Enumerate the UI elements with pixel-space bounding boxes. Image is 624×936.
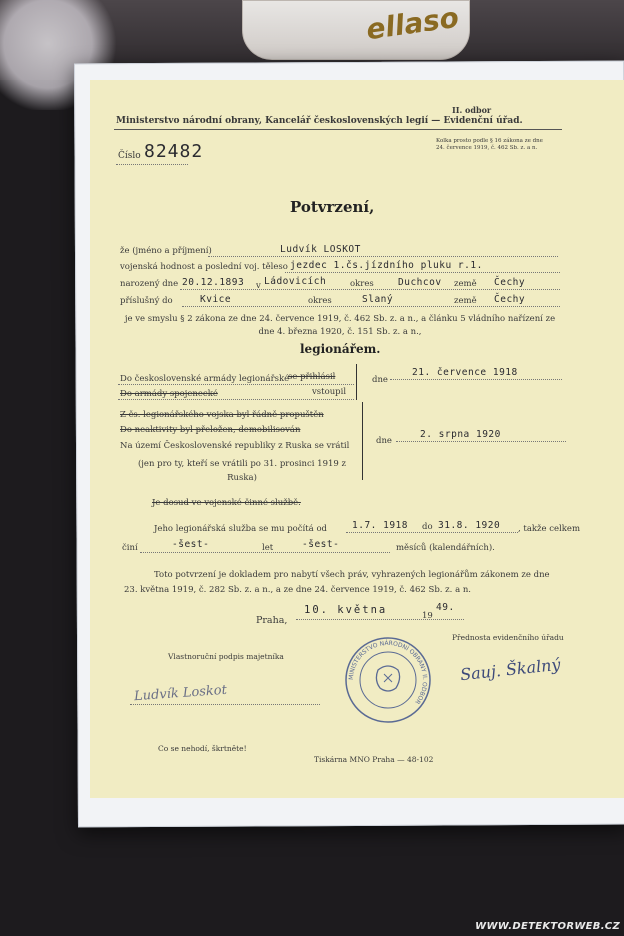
document-title: Potvrzení,	[290, 198, 375, 216]
watermark: WWW.DETEKTORWEB.CZ	[475, 921, 620, 932]
svg-text:MINISTERSTVO NÁRODNÍ OBRANY II: MINISTERSTVO NÁRODNÍ OBRANY II. ODBOR	[347, 639, 429, 706]
head-signature: Sauj. Škalný	[459, 654, 562, 685]
entered-date: 21. července 1918	[412, 367, 518, 378]
ministry-heading: Ministerstvo národní obrany, Kancelář československých legií — Evidenční úřad.	[116, 116, 523, 126]
born-label: narozený dne	[120, 279, 179, 289]
born-date: 20.12.1893	[182, 277, 245, 288]
owner-signature: Ludvík Loskot	[133, 682, 228, 705]
owner-label: Vlastnoruční podpis majetníka	[168, 652, 284, 661]
domicile-country: Čechy	[494, 294, 526, 305]
counted-from: 1.7. 1918	[352, 520, 408, 531]
counted-to: 31.8. 1920	[438, 520, 501, 531]
years-value: -šest-	[172, 539, 210, 550]
head-label: Přednosta evidenčního úřadu	[452, 633, 564, 642]
issue-year: 49.	[436, 602, 455, 613]
name-value: Ludvík LOSKOT	[280, 244, 361, 255]
city: Praha,	[256, 615, 288, 626]
legionary-heading: legionářem.	[300, 342, 381, 356]
domicile-label: příslušný do	[120, 296, 173, 306]
domicile-place: Kvice	[200, 294, 232, 305]
footer-note: Co se nehodí, škrtněte!	[158, 744, 247, 753]
months-value: -šest-	[302, 539, 340, 550]
name-label: že (jméno a příjmení)	[120, 246, 212, 256]
issue-date: 10. května	[304, 604, 388, 616]
law-text: je ve smyslu § 2 zákona ze dne 24. července 1919, č. 462 Sb. z. a n., a článku 5 vládního nařízení ze dne 4. března 1920, č. 151 Sb. z. a n.,	[124, 314, 556, 337]
stamp-note: Kolka prosto podle § 16 zákona ze dne 24. července 1919, č. 462 Sb. z. a n.	[436, 138, 543, 151]
department: II. odbor	[452, 105, 492, 115]
certificate-paper: Ministerstvo národní obrany, Kancelář československých legií — Evidenční úřad. II. odbor Číslo 82482 Kolka prosto podle § 16 zákona ze dne 24. července 1919, č. 462 Sb. z. a n. Potvrzení, že (jméno a příjmení) Ludvík LOSKOT vojenská hodnost a poslední voj. těleso jezdec 1.čs.jízdního pluku r.1. narozený dne 20.12.1893 v Ládovicích okres Duchcov země Čechy příslušný do Kvice okres Slaný země Čechy je ve smyslu § 2 zákona ze dne 24. července 1919, č. 462 Sb. z. a n., a článku 5 vládního nařízení ze dne 4. března 1920, č. 151 Sb. z. a n., legionářem. Do československé armády legionářské se přihlásil Do armády spojenecké vstoupil dne 21. července 1918 Z čs. legionářského vojska byl řádně propuštěn Do neaktivity byl přeložen, demobilisován Na území Československé republiky z Ruska se vrátil (jen pro ty, kteří se vrátili po 31. prosinci 1919 z Ruska) dne 2. srpna 1920 Je dosud ve vojenské činné službě. Jeho legionářská služba se mu počítá od 1.7. 1918 do 31.8. 1920 , takže celkem činí -šest- let -šest- měsíců (kalendářních). Toto potvrzení je dokladem pro nabytí všech práv, vyhrazených legionářům zákonem ze dne 23. května 1919, č. 282 Sb. z. a n., a ze dne 24. července 1919, č. 462 Sb. z. a n. Praha, 10. května 19 49. Vlastnoruční podpis majetníka Přednosta evidenčního úřadu MINISTERSTVO NÁRODNÍ OBRANY II. ODBOR Ludvík Loskot Sauj. Škalný Co se nehodí, škrtněte! Tiskárna MNO Praha — 48-102	[90, 80, 624, 798]
domicile-district: Slaný	[362, 294, 394, 305]
born-district: Duchcov	[398, 277, 442, 288]
born-place: Ládovicích	[264, 276, 327, 287]
number-label: Číslo	[118, 151, 141, 161]
official-stamp	[344, 636, 432, 724]
born-country: Čechy	[494, 277, 526, 288]
mug: ellaso	[242, 0, 470, 60]
printer-note: Tiskárna MNO Praha — 48-102	[314, 755, 434, 764]
number-value: 82482	[144, 141, 204, 162]
rank-label: vojenská hodnost a poslední voj. těleso	[120, 262, 288, 272]
returned-date: 2. srpna 1920	[420, 429, 501, 440]
rank-value: jezdec 1.čs.jízdního pluku r.1.	[290, 260, 483, 271]
